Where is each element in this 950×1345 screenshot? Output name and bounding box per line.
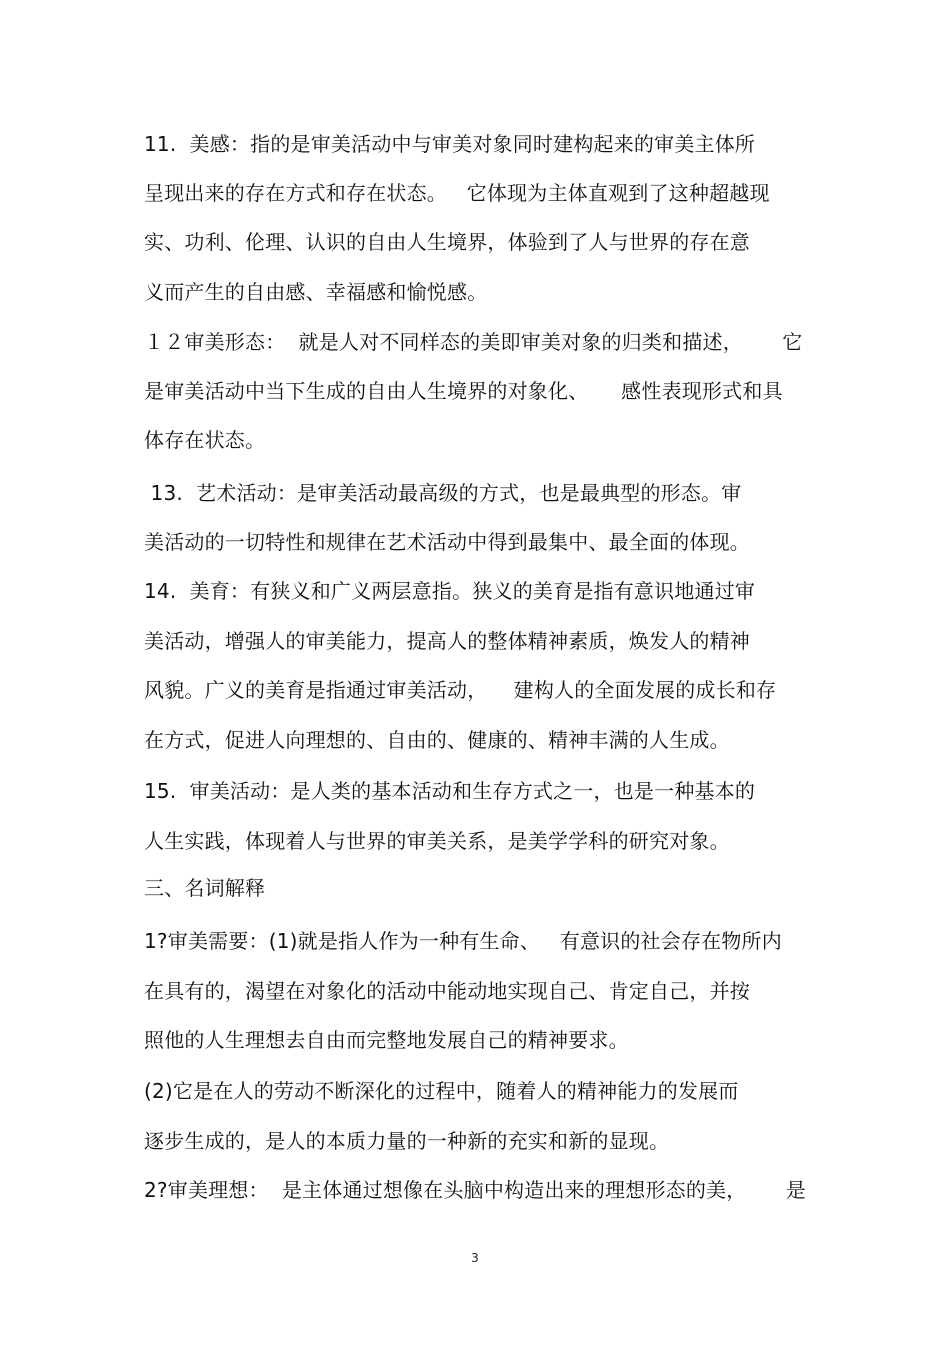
section-heading: 三、名词解释 <box>144 876 266 900</box>
text-line: 15. 审美活动：是人类的基本活动和生存方式之一，也是一种基本的 <box>144 779 756 803</box>
text-line: 风貌。广义的美育是指通过审美活动， 建构人的全面发展的成长和存 <box>144 678 777 702</box>
page-number: 3 <box>471 1251 479 1265</box>
text-line: 在具有的，渴望在对象化的活动中能动地实现自己、肯定自己，并按 <box>144 979 750 1003</box>
text-line: 美活动的一切特性和规律在艺术活动中得到最集中、最全面的体现。 <box>144 530 750 554</box>
text-line: 11. 美感：指的是审美活动中与审美对象同时建构起来的审美主体所 <box>144 132 756 156</box>
text-line: １２审美形态： 就是人对不同样态的美即审美对象的归类和描述， 它 <box>144 330 803 354</box>
text-line: 实、功利、伦理、认识的自由人生境界，体验到了人与世界的存在意 <box>144 230 750 254</box>
text-line: 体存在状态。 <box>144 428 266 452</box>
text-line: 14. 美育：有狭义和广义两层意指。狭义的美育是指有意识地通过审 <box>144 579 756 603</box>
text-line: (2)它是在人的劳动不断深化的过程中，随着人的精神能力的发展而 <box>144 1079 739 1103</box>
text-line: 照他的人生理想去自由而完整地发展自己的精神要求。 <box>144 1028 629 1052</box>
text-line: 是审美活动中当下生成的自由人生境界的对象化、 感性表现形式和具 <box>144 379 783 403</box>
text-line: 13. 艺术活动：是审美活动最高级的方式，也是最典型的形态。审 <box>144 481 742 505</box>
text-line: 在方式，促进人向理想的、自由的、健康的、精神丰满的人生成。 <box>144 728 730 752</box>
text-line: 呈现出来的存在方式和存在状态。 它体现为主体直观到了这种超越现 <box>144 181 770 205</box>
text-line: 2?审美理想： 是主体通过想像在头脑中构造出来的理想形态的美， 是 <box>144 1178 806 1202</box>
text-line: 义而产生的自由感、幸福感和愉悦感。 <box>144 280 488 304</box>
text-line: 人生实践，体现着人与世界的审美关系，是美学学科的研究对象。 <box>144 829 730 853</box>
text-line: 逐步生成的，是人的本质力量的一种新的充实和新的显现。 <box>144 1129 670 1153</box>
text-line: 1?审美需要：(1)就是指人作为一种有生命、 有意识的社会存在物所内 <box>144 929 782 953</box>
text-line: 美活动，增强人的审美能力，提高人的整体精神素质，焕发人的精神 <box>144 629 750 653</box>
